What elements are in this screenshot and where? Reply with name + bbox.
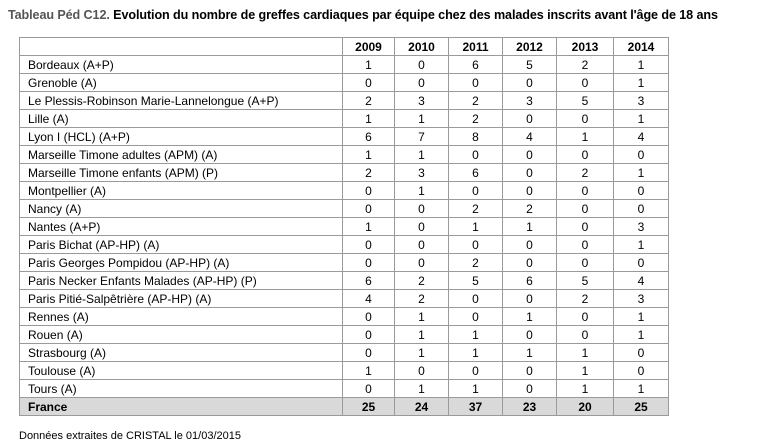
graft-count-cell: 0	[343, 308, 395, 326]
graft-count-cell: 0	[503, 164, 557, 182]
graft-count-cell: 0	[503, 362, 557, 380]
graft-count-cell: 0	[449, 182, 503, 200]
graft-count-cell: 0	[557, 308, 614, 326]
graft-count-cell: 1	[343, 146, 395, 164]
table-row	[20, 290, 669, 308]
graft-count-cell: 0	[557, 218, 614, 236]
table-row	[20, 362, 669, 380]
graft-count-cell: 2	[343, 164, 395, 182]
team-name: Bordeaux (A+P)	[20, 56, 343, 74]
footnote: Données extraites de CRISTAL le 01/03/2015	[19, 430, 241, 442]
graft-count-cell: 2	[557, 56, 614, 74]
graft-count-cell: 7	[395, 128, 449, 146]
graft-count-cell: 0	[614, 344, 669, 362]
graft-count-cell: 0	[557, 236, 614, 254]
graft-count-cell: 6	[449, 56, 503, 74]
graft-count-cell: 1	[614, 110, 669, 128]
graft-count-cell: 0	[503, 326, 557, 344]
graft-count-cell: 0	[614, 254, 669, 272]
graft-count-cell: 1	[343, 362, 395, 380]
graft-count-cell: 1	[449, 380, 503, 398]
team-name: Toulouse (A)	[20, 362, 343, 380]
team-name: Nancy (A)	[20, 200, 343, 218]
table-row	[20, 380, 669, 398]
total-cell: 23	[503, 398, 557, 416]
graft-count-cell: 0	[503, 254, 557, 272]
graft-count-cell: 0	[503, 290, 557, 308]
graft-count-cell: 1	[343, 110, 395, 128]
table-row	[20, 110, 669, 128]
team-name: Le Plessis-Robinson Marie-Lannelongue (A+P)	[20, 92, 343, 110]
graft-count-cell: 1	[395, 110, 449, 128]
year-header: 2012	[503, 38, 557, 56]
team-name: Paris Georges Pompidou (AP-HP) (A)	[20, 254, 343, 272]
total-cell: 20	[557, 398, 614, 416]
graft-count-cell: 4	[614, 128, 669, 146]
graft-count-cell: 1	[614, 164, 669, 182]
table-row	[20, 56, 669, 74]
graft-count-cell: 0	[449, 308, 503, 326]
graft-count-cell: 0	[614, 362, 669, 380]
graft-count-cell: 5	[449, 272, 503, 290]
table-row	[20, 74, 669, 92]
graft-count-cell: 0	[395, 218, 449, 236]
team-name: Marseille Timone enfants (APM) (P)	[20, 164, 343, 182]
table-row	[20, 236, 669, 254]
graft-count-cell: 1	[503, 344, 557, 362]
team-name: Lyon I (HCL) (A+P)	[20, 128, 343, 146]
graft-count-cell: 1	[614, 56, 669, 74]
table-row	[20, 128, 669, 146]
graft-count-cell: 0	[449, 146, 503, 164]
graft-count-cell: 0	[614, 200, 669, 218]
total-label: France	[20, 398, 343, 416]
graft-count-cell: 6	[503, 272, 557, 290]
graft-count-cell: 2	[503, 200, 557, 218]
year-header: 2009	[343, 38, 395, 56]
graft-count-cell: 0	[343, 236, 395, 254]
graft-count-cell: 0	[557, 74, 614, 92]
graft-count-cell: 1	[614, 308, 669, 326]
graft-count-cell: 5	[503, 56, 557, 74]
graft-count-cell: 6	[343, 128, 395, 146]
graft-count-cell: 2	[395, 290, 449, 308]
graft-count-cell: 0	[503, 182, 557, 200]
graft-count-cell: 1	[614, 74, 669, 92]
graft-count-cell: 8	[449, 128, 503, 146]
graft-count-cell: 1	[557, 380, 614, 398]
team-name: Strasbourg (A)	[20, 344, 343, 362]
total-cell: 37	[449, 398, 503, 416]
year-header: 2011	[449, 38, 503, 56]
total-cell: 25	[343, 398, 395, 416]
graft-count-cell: 2	[557, 164, 614, 182]
team-name: Paris Bichat (AP-HP) (A)	[20, 236, 343, 254]
graft-count-cell: 0	[503, 74, 557, 92]
graft-count-cell: 0	[395, 362, 449, 380]
year-header: 2010	[395, 38, 449, 56]
graft-count-cell: 0	[395, 236, 449, 254]
table-title-text: Evolution du nombre de greffes cardiaques par équipe chez des malades inscrits avant l'âge de 18 ans	[109, 8, 718, 22]
graft-count-cell: 0	[503, 236, 557, 254]
graft-count-cell: 2	[343, 92, 395, 110]
graft-count-cell: 5	[557, 272, 614, 290]
graft-count-cell: 2	[449, 92, 503, 110]
graft-count-cell: 6	[449, 164, 503, 182]
graft-count-cell: 2	[449, 200, 503, 218]
graft-count-cell: 3	[614, 92, 669, 110]
team-name: Lille (A)	[20, 110, 343, 128]
year-header: 2013	[557, 38, 614, 56]
graft-count-cell: 1	[557, 128, 614, 146]
graft-count-cell: 1	[395, 182, 449, 200]
graft-count-cell: 2	[449, 254, 503, 272]
graft-count-cell: 0	[343, 344, 395, 362]
graft-count-cell: 2	[395, 272, 449, 290]
graft-count-cell: 0	[449, 362, 503, 380]
graft-count-cell: 4	[343, 290, 395, 308]
total-cell: 25	[614, 398, 669, 416]
header-corner	[20, 38, 343, 56]
table-title-prefix: Tableau Péd C12.	[8, 8, 110, 22]
table-row	[20, 182, 669, 200]
graft-count-cell: 0	[449, 74, 503, 92]
graft-count-cell: 3	[395, 92, 449, 110]
graft-count-cell: 3	[503, 92, 557, 110]
graft-count-cell: 0	[503, 110, 557, 128]
graft-count-cell: 1	[614, 236, 669, 254]
graft-count-cell: 1	[343, 218, 395, 236]
graft-count-cell: 4	[614, 272, 669, 290]
graft-count-cell: 1	[395, 380, 449, 398]
graft-count-cell: 0	[343, 182, 395, 200]
team-name: Rennes (A)	[20, 308, 343, 326]
graft-count-cell: 6	[343, 272, 395, 290]
graft-count-cell: 0	[503, 380, 557, 398]
graft-count-cell: 1	[395, 344, 449, 362]
graft-count-cell: 3	[614, 290, 669, 308]
graft-count-cell: 5	[557, 92, 614, 110]
graft-count-cell: 0	[614, 146, 669, 164]
graft-count-cell: 0	[557, 200, 614, 218]
graft-count-cell: 1	[343, 56, 395, 74]
graft-count-cell: 0	[343, 326, 395, 344]
graft-count-cell: 1	[557, 344, 614, 362]
team-name: Rouen (A)	[20, 326, 343, 344]
team-name: Montpellier (A)	[20, 182, 343, 200]
graft-count-cell: 0	[557, 182, 614, 200]
graft-count-cell: 1	[449, 218, 503, 236]
graft-count-cell: 0	[395, 74, 449, 92]
graft-count-cell: 3	[395, 164, 449, 182]
graft-count-cell: 1	[557, 362, 614, 380]
graft-count-cell: 1	[449, 326, 503, 344]
table-row	[20, 344, 669, 362]
team-name: Marseille Timone adultes (APM) (A)	[20, 146, 343, 164]
table-row	[20, 254, 669, 272]
graft-count-cell: 0	[343, 200, 395, 218]
table-row	[20, 272, 669, 290]
graft-count-cell: 3	[614, 218, 669, 236]
total-row	[20, 398, 669, 416]
graft-count-cell: 0	[614, 182, 669, 200]
table-row	[20, 92, 669, 110]
table-row	[20, 308, 669, 326]
graft-count-cell: 0	[557, 110, 614, 128]
graft-count-cell: 1	[614, 380, 669, 398]
team-name: Paris Necker Enfants Malades (AP-HP) (P)	[20, 272, 343, 290]
graft-count-cell: 2	[449, 110, 503, 128]
graft-count-cell: 1	[614, 326, 669, 344]
header-row	[20, 38, 669, 56]
graft-count-cell: 0	[557, 326, 614, 344]
team-name: Grenoble (A)	[20, 74, 343, 92]
graft-count-cell: 1	[503, 308, 557, 326]
graft-count-cell: 0	[343, 74, 395, 92]
graft-count-cell: 0	[503, 146, 557, 164]
year-header: 2014	[614, 38, 669, 56]
graft-count-cell: 0	[395, 200, 449, 218]
graft-count-cell: 2	[557, 290, 614, 308]
graft-count-cell: 0	[395, 254, 449, 272]
graft-count-cell: 0	[395, 56, 449, 74]
graft-count-cell: 1	[395, 326, 449, 344]
graft-count-cell: 0	[343, 254, 395, 272]
graft-count-cell: 1	[503, 218, 557, 236]
graft-count-cell: 0	[557, 146, 614, 164]
graft-count-cell: 0	[557, 254, 614, 272]
table-row	[20, 200, 669, 218]
graft-count-cell: 1	[395, 308, 449, 326]
team-name: Tours (A)	[20, 380, 343, 398]
table-row	[20, 146, 669, 164]
graft-count-cell: 1	[395, 146, 449, 164]
total-cell: 24	[395, 398, 449, 416]
graft-count-cell: 0	[449, 290, 503, 308]
graft-count-cell: 4	[503, 128, 557, 146]
graft-count-cell: 0	[343, 380, 395, 398]
graft-count-cell: 1	[449, 344, 503, 362]
grafts-table	[19, 37, 669, 416]
table-row	[20, 218, 669, 236]
team-name: Nantes (A+P)	[20, 218, 343, 236]
graft-count-cell: 0	[449, 236, 503, 254]
table-title	[8, 8, 773, 22]
table-row	[20, 326, 669, 344]
table-row	[20, 164, 669, 182]
team-name: Paris Pitié-Salpêtrière (AP-HP) (A)	[20, 290, 343, 308]
